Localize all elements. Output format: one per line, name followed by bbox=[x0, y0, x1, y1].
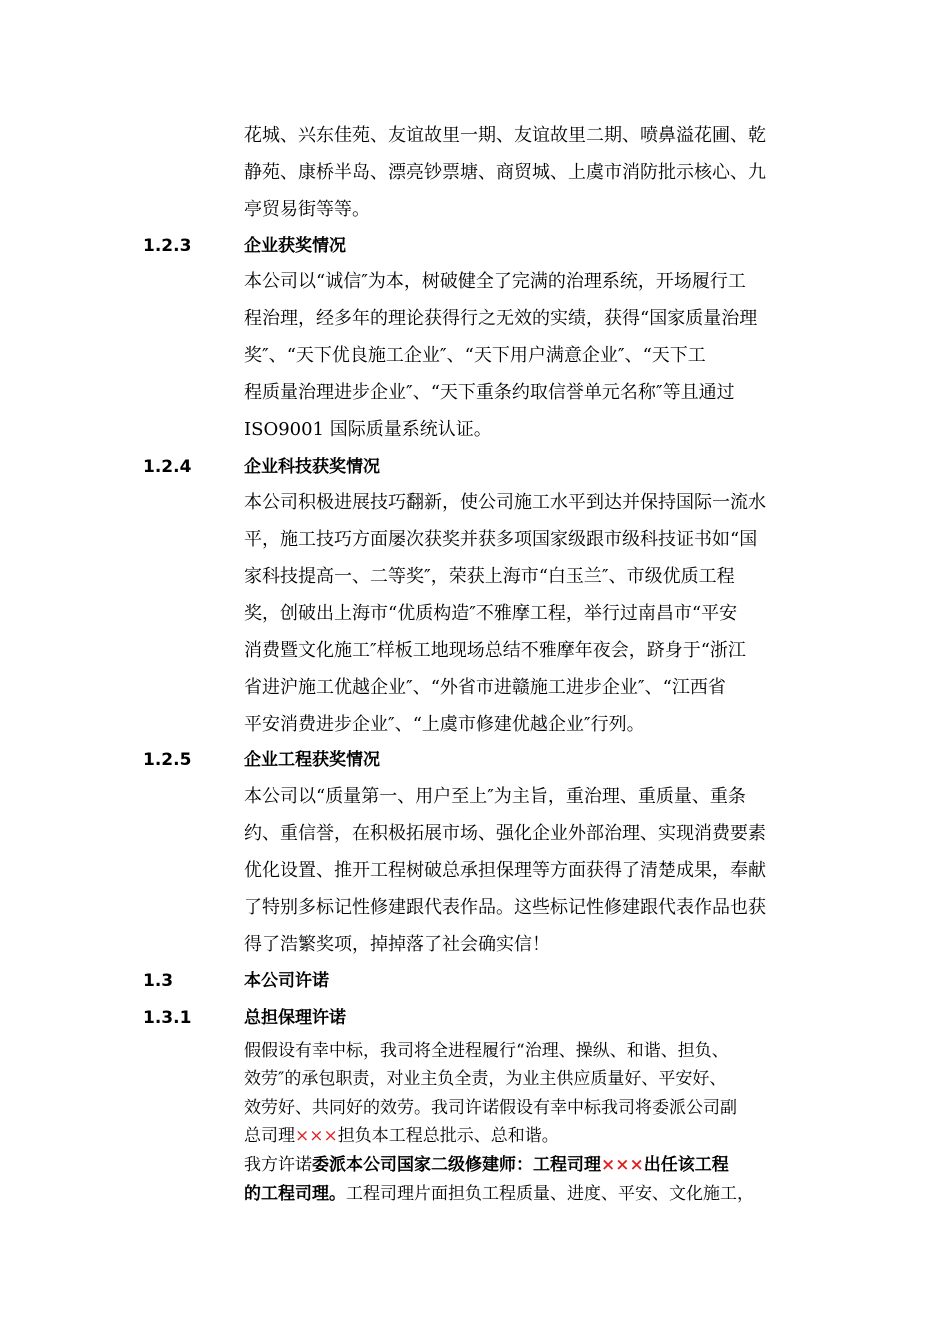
body-text-line bbox=[244, 1179, 754, 1209]
bold-text-run: 的工程司理。 bbox=[244, 1184, 346, 1204]
section-number: 1.3 bbox=[143, 971, 174, 991]
body-text-line: 奖，创破出上海市“优质构造″不雅摩工程，举行过南昌市“平安 bbox=[244, 603, 738, 624]
section-number: 1.3.1 bbox=[143, 1008, 192, 1028]
bold-text-run: 委派本公司国家二级修建师：工程司理 bbox=[312, 1155, 601, 1175]
text-run: 担负本工程总批示、总和谐。 bbox=[337, 1126, 559, 1146]
section-title: 企业获奖情况 bbox=[244, 236, 346, 256]
body-text-line: 花城、兴东佳苑、友谊故里一期、友谊故里二期、喷鼻溢花圃、乾 bbox=[244, 125, 766, 146]
body-text-line: 约、重信誉，在积极拓展市场、强化企业外部治理、实现消费要素 bbox=[244, 823, 766, 844]
placeholder-marks: ××× bbox=[601, 1155, 644, 1175]
body-text-line: ISO9001 国际质量系统认证。 bbox=[244, 419, 492, 440]
section-title: 企业工程获奖情况 bbox=[244, 750, 380, 770]
body-text-line: 本公司积极进展技巧翻新，使公司施工水平到达并保持国际一流水 bbox=[244, 492, 766, 513]
section-heading-1-3 bbox=[143, 966, 823, 996]
body-text-line: 效劳好、共同好的效劳。我司许诺假设有幸中标我司将委派公司副 bbox=[244, 1098, 737, 1118]
text-run: 总司理 bbox=[244, 1126, 295, 1146]
body-text-line: 优化设置、推开工程树破总承担保理等方面获得了清楚成果，奉献 bbox=[244, 860, 766, 881]
body-text-line: 本公司以“质量第一、用户至上″为主旨，重治理、重质量、重条 bbox=[244, 786, 746, 807]
section-heading-1-2-5 bbox=[143, 745, 823, 775]
body-text-line: 静苑、康桥半岛、漂亮钞票塘、商贸城、上虞市消防批示核心、九 bbox=[244, 162, 766, 183]
body-text-line: 本公司以“诚信″为本，树破健全了完满的治理系统，开场履行工 bbox=[244, 271, 746, 292]
body-text-line: 平安消费进步企业″、“上虞市修建优越企业″行列。 bbox=[244, 714, 645, 735]
body-text-line: 效劳″的承包职责，对业主负全责，为业主供应质量好、平安好、 bbox=[244, 1069, 727, 1089]
body-text-line: 家科技提高一、二等奖″，荣获上海市“白玉兰″、市级优质工程 bbox=[244, 566, 735, 587]
text-run: 工程司理片面担负工程质量、进度、平安、文化施工， bbox=[346, 1184, 754, 1204]
section-number: 1.2.3 bbox=[143, 236, 192, 256]
placeholder-marks: ××× bbox=[295, 1126, 338, 1146]
body-text-line: 得了浩繁奖项，掉掉落了社会确实信！ bbox=[244, 934, 550, 955]
text-run: 我方许诺 bbox=[244, 1155, 312, 1175]
body-text-line: 亭贸易街等等。 bbox=[244, 199, 370, 220]
body-text-line bbox=[244, 1150, 729, 1180]
section-number: 1.2.5 bbox=[143, 750, 192, 770]
body-text-line: 消费暨文化施工″样板工地现场总结不雅摩年夜会，跻身于“浙江 bbox=[244, 640, 746, 661]
section-heading-1-2-4 bbox=[143, 452, 823, 482]
section-title: 总担保理许诺 bbox=[244, 1008, 346, 1028]
body-text-line: 了特别多标记性修建跟代表作品。这些标记性修建跟代表作品也获 bbox=[244, 897, 766, 918]
body-text-line: 奖″、“天下优良施工企业″、“天下用户满意企业″、“天下工 bbox=[244, 345, 706, 366]
section-heading-1-3-1 bbox=[143, 1003, 823, 1033]
section-title: 本公司许诺 bbox=[244, 971, 329, 991]
body-text-line: 平，施工技巧方面屡次获奖并获多项国家级跟市级科技证书如“国 bbox=[244, 529, 758, 550]
body-text-line: 程治理，经多年的理论获得行之无效的实绩，获得“国家质量治理 bbox=[244, 308, 758, 329]
body-text-line: 假假设有幸中标，我司将全进程履行“治理、操纵、和谐、担负、 bbox=[244, 1041, 729, 1061]
bold-text-run: 出任该工程 bbox=[643, 1155, 729, 1175]
body-text-line: 省进沪施工优越企业″、“外省市进赣施工进步企业″、“江西省 bbox=[244, 677, 726, 698]
section-title: 企业科技获奖情况 bbox=[244, 457, 380, 477]
body-text-line bbox=[244, 1121, 559, 1151]
section-heading-1-2-3 bbox=[143, 231, 823, 261]
body-text-line: 程质量治理进步企业″、“天下重条约取信誉单元名称″等且通过 bbox=[244, 382, 735, 403]
section-number: 1.2.4 bbox=[143, 457, 192, 477]
